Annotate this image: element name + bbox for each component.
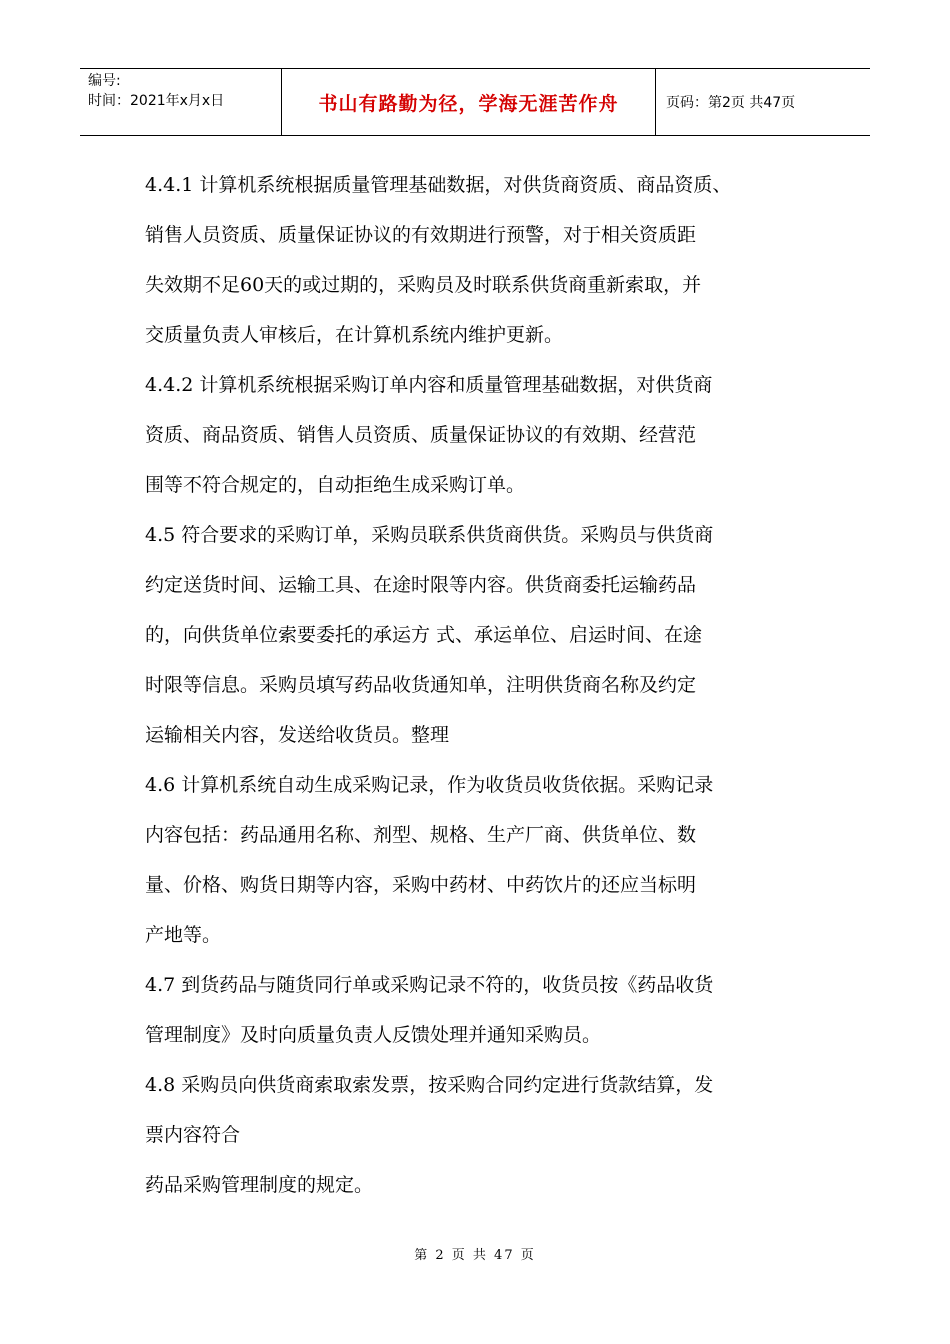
- document-body: [145, 160, 810, 1210]
- page-header: [80, 68, 870, 136]
- body-line: 围等不符合规定的，自动拒绝生成采购订单。: [145, 474, 526, 496]
- header-motto: 书山有路勤为径，学海无涯苦作舟: [318, 92, 619, 115]
- body-line: 量、价格、购货日期等内容，采购中药材、中药饮片的还应当标明: [145, 874, 697, 896]
- body-line: 票内容符合: [145, 1124, 241, 1146]
- document-time-label: 时间：2021年x月x日: [88, 93, 225, 109]
- document-number-label: 编号:: [88, 73, 121, 89]
- body-line: 4.4.1 计算机系统根据质量管理基础数据，对供货商资质、商品资质、: [145, 174, 732, 196]
- body-line: 交质量负责人审核后，在计算机系统内维护更新。: [145, 324, 564, 346]
- body-line: 运输相关内容，发送给收货员。整理: [145, 724, 450, 746]
- body-line: 4.5 符合要求的采购订单，采购员联系供货商供货。采购员与供货商: [145, 524, 714, 546]
- body-line: 4.6 计算机系统自动生成采购记录，作为收货员收货依据。采购记录: [145, 774, 714, 796]
- header-page-cell: [656, 69, 870, 135]
- body-line: 4.8 采购员向供货商索取索发票，按采购合同约定进行货款结算，发: [145, 1074, 714, 1096]
- body-line: 管理制度》及时向质量负责人反馈处理并通知采购员。: [145, 1024, 602, 1046]
- body-line: 4.7 到货药品与随货同行单或采购记录不符的，收货员按《药品收货: [145, 974, 714, 996]
- header-page-info: 页码：第2页 共47页: [666, 95, 796, 111]
- page-footer: 第 2 页 共 47 页: [414, 1248, 536, 1263]
- body-line: 约定送货时间、运输工具、在途时限等内容。供货商委托运输药品: [145, 574, 697, 596]
- body-line: 时限等信息。采购员填写药品收货通知单，注明供货商名称及约定: [145, 674, 697, 696]
- body-line: 失效期不足60天的或过期的，采购员及时联系供货商重新索取，并: [145, 274, 702, 296]
- body-line: 药品采购管理制度的规定。: [145, 1174, 374, 1196]
- body-line: 内容包括：药品通用名称、剂型、规格、生产厂商、供货单位、数: [145, 824, 697, 846]
- body-line: 的，向供货单位索要委托的承运方 式、承运单位、启运时间、在途: [145, 624, 703, 646]
- body-line: 资质、商品资质、销售人员资质、质量保证协议的有效期、经营范: [145, 424, 697, 446]
- body-line: 4.4.2 计算机系统根据采购订单内容和质量管理基础数据，对供货商: [145, 374, 713, 396]
- body-line: 产地等。: [145, 924, 222, 946]
- header-meta-cell: [80, 69, 282, 135]
- body-line: 销售人员资质、质量保证协议的有效期进行预警，对于相关资质距: [145, 224, 697, 246]
- header-motto-cell: [282, 69, 656, 135]
